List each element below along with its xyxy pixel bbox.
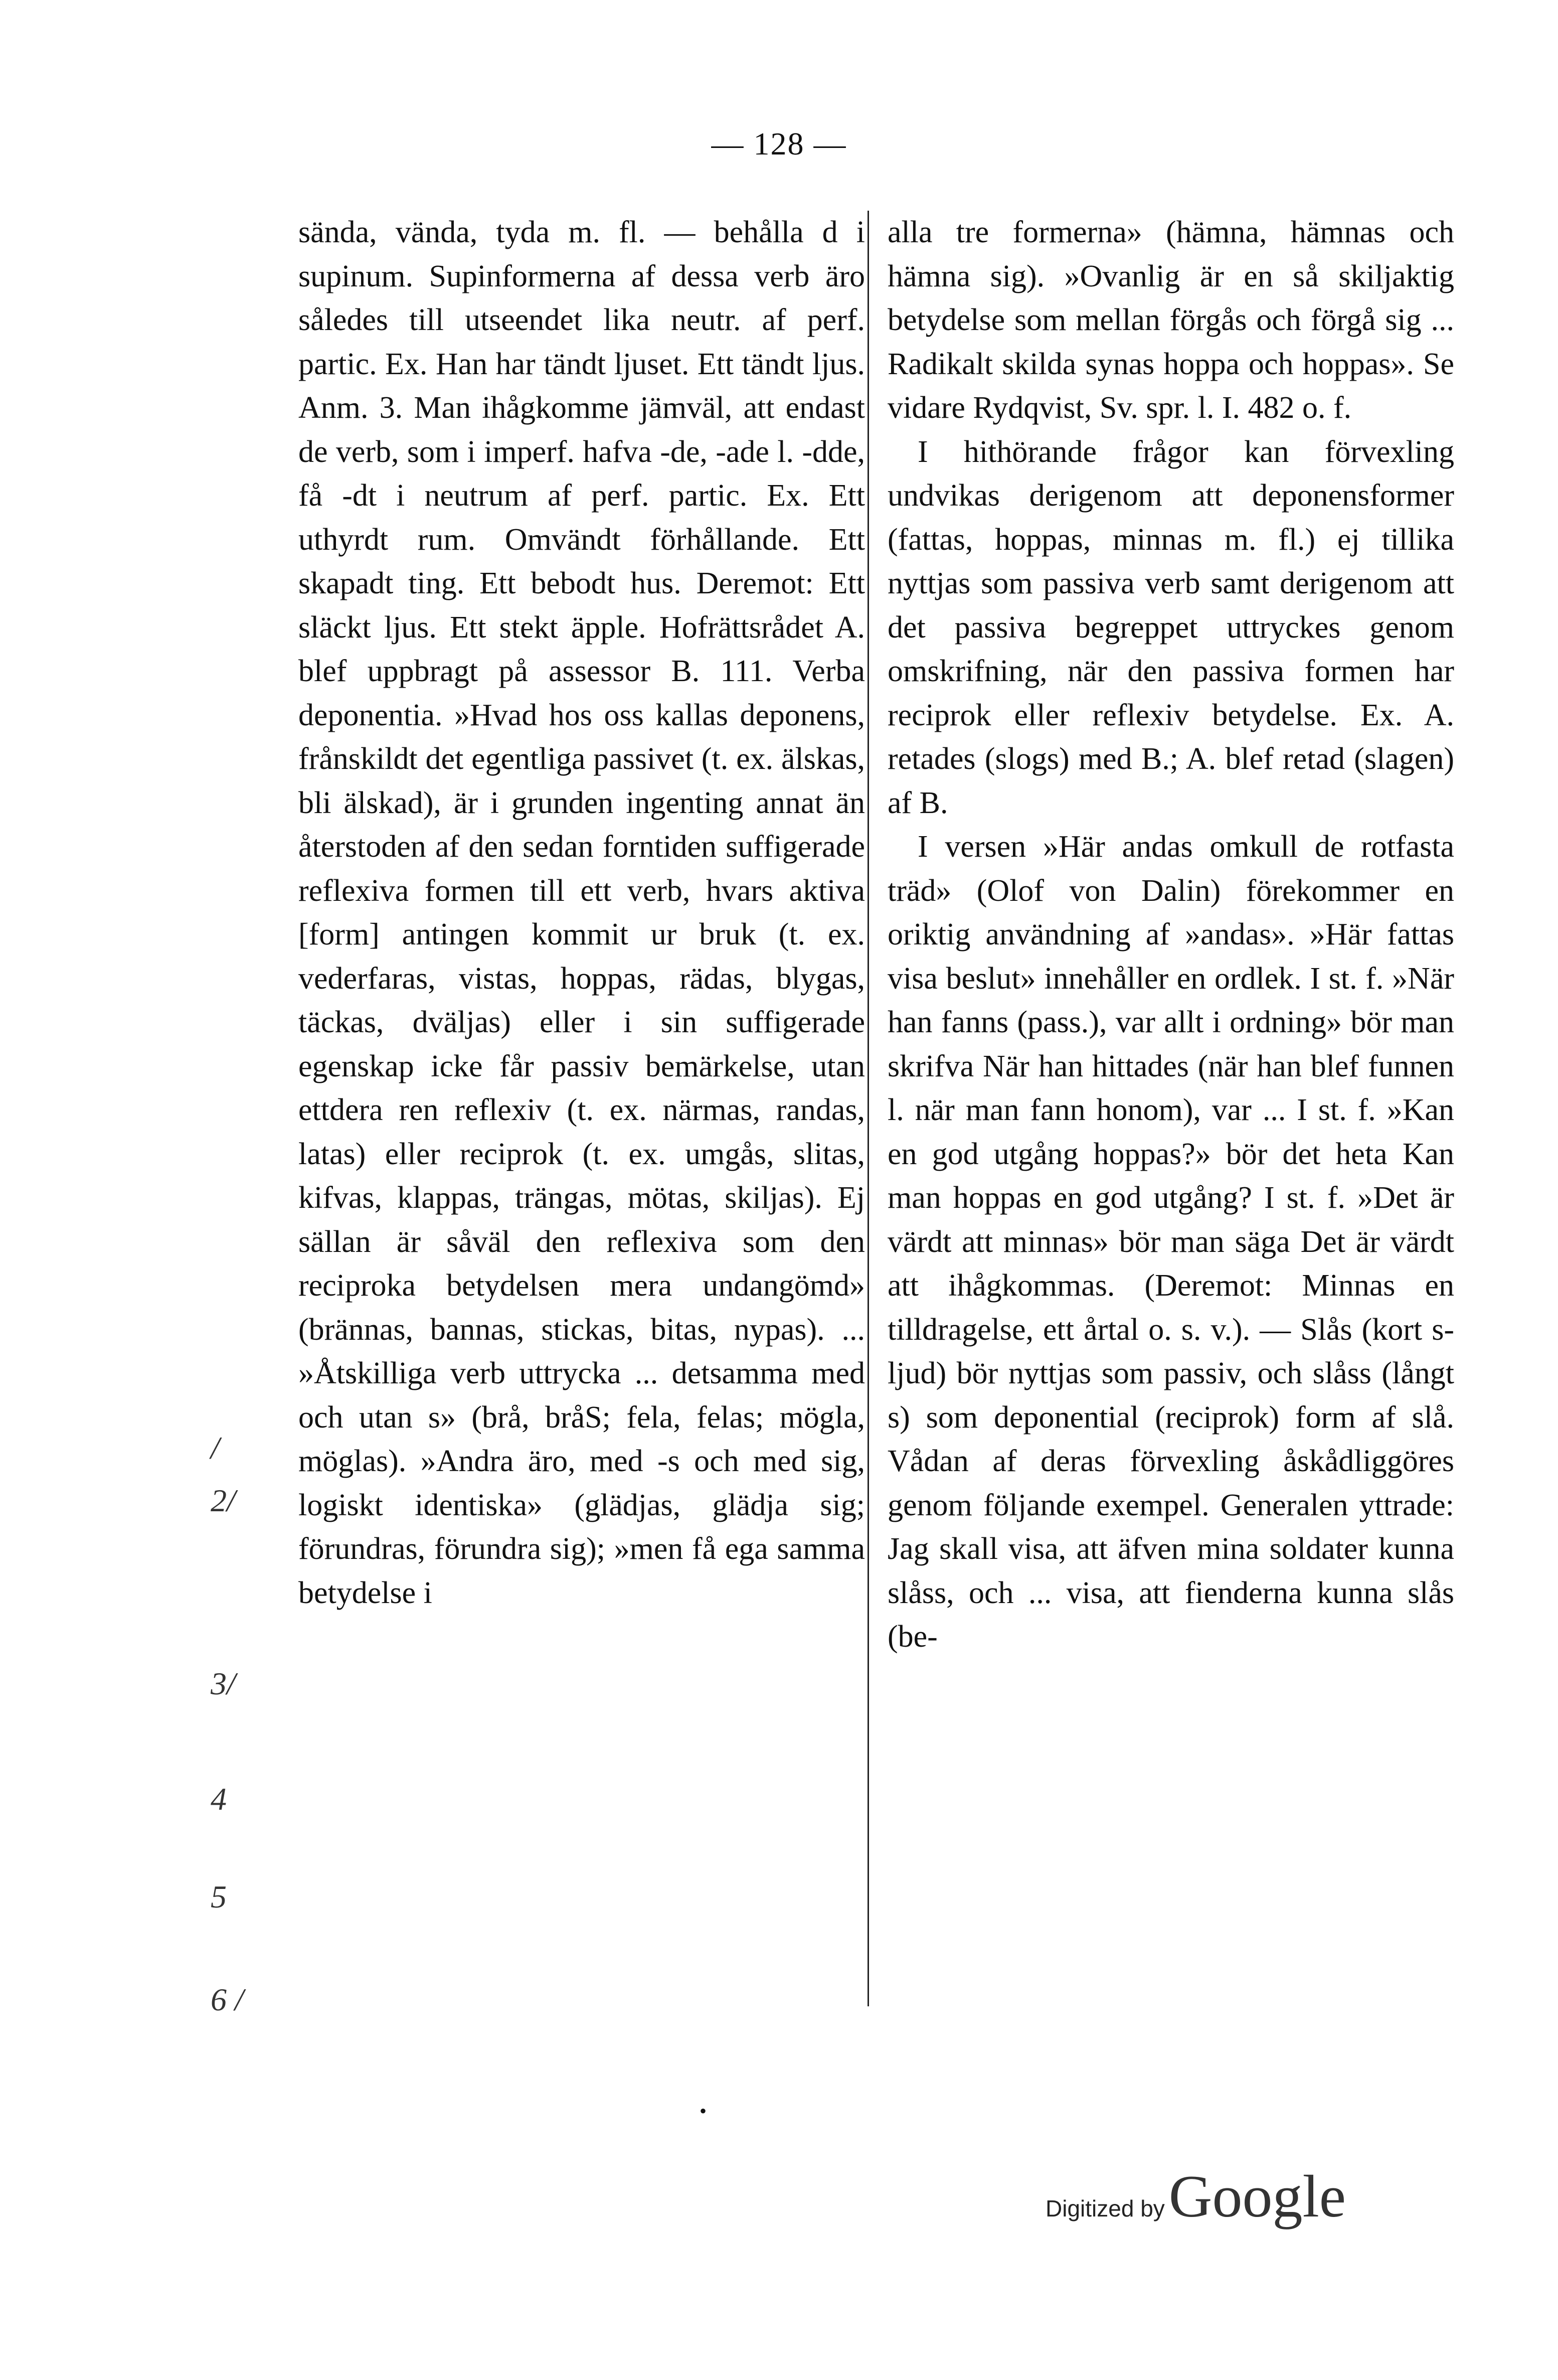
margin-note-4: 4 — [211, 1781, 227, 1817]
left-column-text: sända, vända, tyda m. fl. — behålla d i supinum. Supinformerna af dessa verb äro således till utseendet lika neutr. af perf. partic. Ex. Han har tändt ljuset. Ett tändt ljus. Anm. 3. Man ihågkomme jämväl, att endast de verb, som i imperf. hafva -de, -ade l. -dde, få -dt i neutrum af perf. partic. Ex. Ett uthyrdt rum. Omvändt förhållande. Ett skapadt ting. Ett bebodt hus. Deremot: Ett släckt ljus. Ett stekt äpple. Hofrättsrådet A. blef uppbragt på assessor B. 111. Verba deponentia. »Hvad hos oss kallas deponens, frånskildt det egentliga passivet (t. ex. älskas, bli älskad), är i grunden ingenting annat än återstoden af den sedan forntiden suffigerade reflexiva formen till ett verb, hvars aktiva [form] antingen kommit ur bruk (t. ex. vederfaras, vistas, hoppas, rädas, blygas, täckas, dväljas) eller i sin suffigerade egenskap icke får passiv bemärkelse, utan ettdera ren reflexiv (t. ex. närmas, randas, latas) eller reciprok (t. ex. umgås, slitas, kifvas, klappas, trängas, mötas, skiljas). Ej sällan är såväl den reflexiva som den reciproka betydelsen mera undangömd» (brännas, bannas, stickas, bitas, nypas). ... »Åtskilliga verb uttrycka ... detsamma med och utan s» (brå, bråS; fela, felas; mögla, möglas). »Andra äro, med -s och med sig, logiskt identiska» (glädjas, glädja sig; förundras, förundra sig); »men få ega samma betydelse i — [298, 215, 865, 1610]
right-paragraph-1: alla tre formerna» (hämna, hämnas och hämna sig). »Ovanlig är en så skiljaktig betydelse som mellan förgås och förgå sig ... Radikalt skilda synas hoppa och hoppas». Se vidare Rydqvist, Sv. spr. l. I. 482 o. f. — [888, 215, 1454, 425]
google-digitized-mark — [1046, 2162, 1346, 2237]
margin-note-6: 6 / — [211, 1982, 244, 2017]
margin-note-1: / — [211, 1430, 220, 1466]
left-column — [298, 211, 865, 1615]
digitized-by-label: Digitized by — [1046, 2195, 1165, 2222]
google-logo-text: Google — [1168, 2163, 1346, 2230]
right-paragraph-2: I hithörande frågor kan förvexling undvikas derigenom att deponensformer (fattas, hoppas, minnas m. fl.) ej tillika nyttjas som passiva verb samt derigenom att det passiva begreppet uttryckes genom omskrifning, när den passiva formen har reciprok eller reflexiv betydelse. Ex. A. retades (slogs) med B.; A. blef retad (slagen) af B. — [888, 434, 1454, 820]
column-divider — [868, 211, 869, 2006]
margin-note-5: 5 — [211, 1879, 227, 1915]
margin-note-3: 3/ — [211, 1666, 236, 1701]
right-column — [888, 211, 1454, 1659]
right-paragraph-3: I versen »Här andas omkull de rotfasta träd» (Olof von Dalin) förekommer en oriktig användning af »andas». »Här fattas visa beslut» innehåller en ordlek. I st. f. »När han fanns (pass.), var allt i ordning» bör man skrifva När han hittades (när han blef funnen l. när man fann honom), var ... I st. f. »Kan en god utgång hoppas?» bör det heta Kan man hoppas en god utgång? I st. f. »Det är värdt att minnas» bör man säga Det är värdt att ihågkommas. (Deremot: Minnas en tilldragelse, ett årtal o. s. v.). — Slås (kort s-ljud) bör nyttjas som passiv, och slåss (långt s) som deponential (reciprok) form af slå. Vådan af deras förvexling åskådliggöres genom följande exempel. Generalen yttrade: Jag skall visa, att äfven mina soldater kunna slåss, och ... visa, att fienderna kunna slås (be- — [888, 830, 1454, 1654]
margin-note-2: 2/ — [211, 1483, 236, 1518]
page-number: — 128 — — [711, 126, 847, 162]
footer-bullet: • — [700, 2100, 707, 2122]
